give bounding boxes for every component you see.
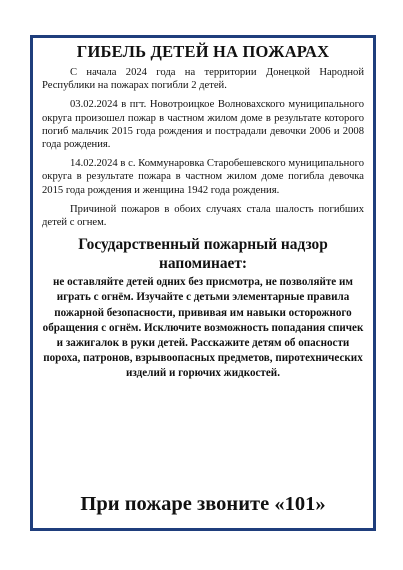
emergency-call: При пожаре звоните «101» (80, 493, 326, 515)
document-title: ГИБЕЛЬ ДЕТЕЙ НА ПОЖАРАХ (76, 42, 330, 61)
reminder-heading: Государственный пожарный надзор напоминает: (78, 236, 328, 273)
paragraph-incident-2: 14.02.2024 в с. Коммунаровка Старобешевского муниципального округа в результате пожара в частном жилом доме погибла девочка 2015 года рождения и женщина 1942 года рождения. (42, 158, 364, 196)
paragraph-cause: Причиной пожаров в обоих случаях стала шалость погибших детей с огнем. (42, 203, 364, 229)
reminder-text: не оставляйте детей одних без присмотра, не позволяйте им играть с огнём. Изучайте с детьми элементарные правила пожарной безопасности, прививая им навыки осторожного обращения с огнём. Исключите возможность попадания спичек и зажигалок в руки детей. Расскажите детям об опасности пороха, патронов, взрывоопасных предметов, пиротехнических изделий и горючих жидкостей. (42, 276, 364, 380)
paragraph-incident-1: 03.02.2024 в пгт. Новотроицкое Волновахского муниципального округа произошел пожар в частном жилом доме в результате которого погиб мальчик 2015 года рождения и пострадали девочки 2006 и 2008 года рождения. (42, 99, 364, 151)
bordered-frame (30, 35, 376, 531)
paragraph-intro: С начала 2024 года на территории Донецкой Народной Республики на пожарах погибли 2 детей. (42, 67, 364, 92)
